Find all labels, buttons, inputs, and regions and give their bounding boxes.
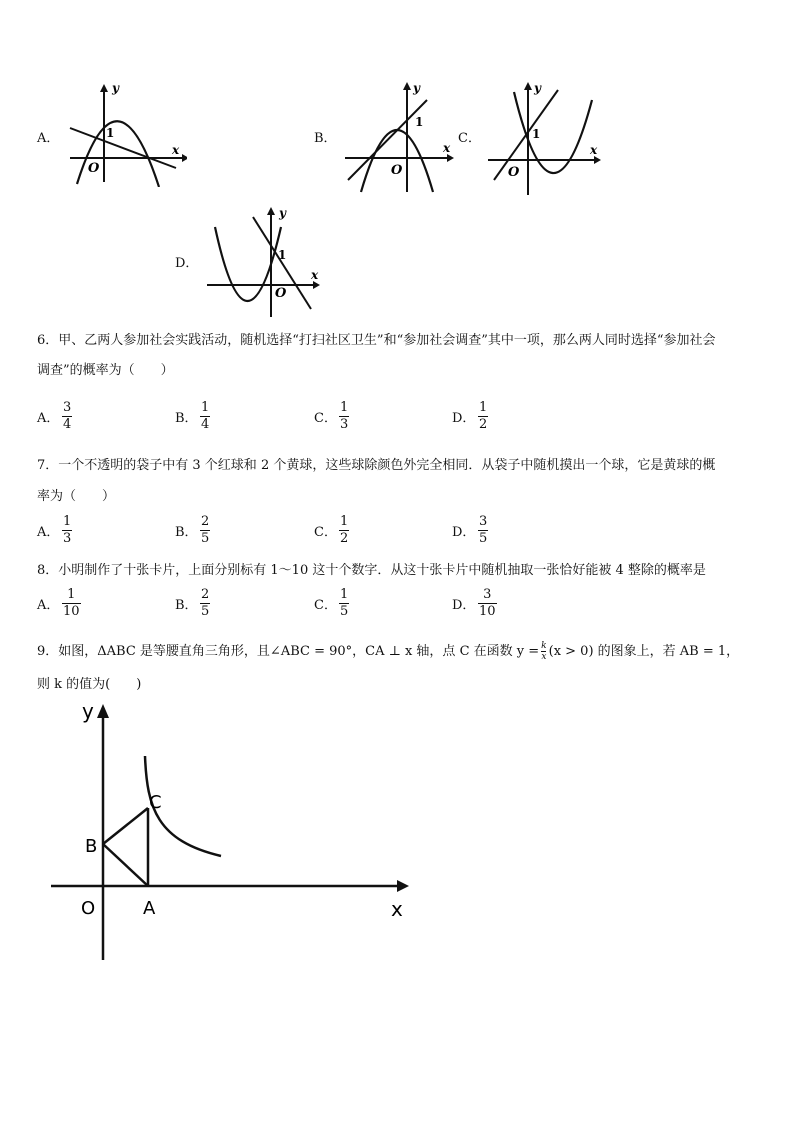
graph-option-a [62,82,187,187]
q6-option-d-fraction: $\frac{1}{2}$ [479,400,488,432]
axis-y-label: y [112,82,119,95]
point-c-label: C [149,792,162,813]
axis-x-label: x [391,897,403,921]
q8-option-c-fraction: $\frac{1}{5}$ [340,587,349,619]
q7-text-line1: 7．一个不透明的袋子中有 3 个红球和 2 个黄球，这些球除颜色外完全相同．从袋子中随机摸出一个球，它是黄球的概 [37,458,716,473]
intercept-label: 1 [278,248,287,262]
option-c-label: C． [458,131,481,146]
q8-option-c-label: C． [314,598,337,613]
point-a-label: A [143,898,156,919]
axis-y-label: y [82,699,94,723]
intercept-label: 1 [415,115,424,129]
q6-option-d-label: D． [452,411,476,426]
q6-option-c-label: C． [314,411,337,426]
axis-y-label: y [413,81,420,95]
option-b-label: B． [314,131,337,146]
intercept-label: 1 [532,127,541,141]
q7-text-line2: 率为（ ） [37,489,116,504]
point-b-label: B [85,836,98,857]
axis-x-label: x [172,143,180,157]
q8-text-line1: 8．小明制作了十张卡片，上面分别标有 1～10 这十个数字．从这十张卡片中随机抽取一张恰好能被 4 整除的概率是 [37,563,706,578]
q7-option-a-fraction: $\frac{1}{3}$ [63,514,72,546]
graph-option-c [486,80,606,198]
q6-option-b-fraction: $\frac{1}{4}$ [201,400,210,432]
q8-option-d-label: D． [452,598,476,613]
segment-bc [103,808,148,844]
q6-option-c-fraction: $\frac{1}{3}$ [340,400,349,432]
q7-option-d-fraction: $\frac{3}{5}$ [479,514,488,546]
origin-label: O [275,286,287,301]
q7-option-a-label: A． [37,525,60,540]
axis-y-label: y [279,206,286,220]
q6-text-line1: 6．甲、乙两人参加社会实践活动，随机选择“打扫社区卫生”和“参加社会调查”其中一项，那么两人同时选择“参加社会 [37,333,716,348]
q6-option-a-label: A． [37,411,60,426]
q6-option-a-fraction: $\frac{3}{4}$ [63,400,72,432]
q8-option-a-fraction: $\frac{1}{10}$ [63,587,80,619]
q8-option-b-label: B． [175,598,198,613]
segment-ba [103,844,148,886]
axis-y-label: y [534,81,541,95]
q7-option-c-label: C． [314,525,337,540]
q7-option-b-label: B． [175,525,198,540]
q9-text-line1 [37,641,739,662]
q9-k-over-x-fraction: $\frac{k}{x}$ [541,641,547,662]
q7-option-d-label: D． [452,525,476,540]
q6-text-line2: 调查”的概率为（ ） [37,363,174,378]
q6-option-b-label: B． [175,411,198,426]
q7-option-b-fraction: $\frac{2}{5}$ [201,514,210,546]
axis-x-label: x [443,141,451,155]
intercept-label: 1 [106,126,115,140]
q9-text-part1: 9．如图，ΔABC 是等腰直角三角形，且∠ABC = 90°，CA ⊥ x 轴，点 C 在函数 y = [37,643,540,659]
graph-option-b [343,80,458,195]
option-a-label: A． [37,131,60,146]
graph-option-d [205,205,325,320]
q8-option-a-label: A． [37,598,60,613]
q7-option-c-fraction: $\frac{1}{2}$ [340,514,349,546]
q9-figure [45,698,420,966]
q9-text-line2: 则 k 的值为( ) [37,677,142,692]
axis-x-label: x [311,268,319,282]
origin-label: O [391,163,403,178]
origin-label: O [81,898,96,919]
q8-option-b-fraction: $\frac{2}{5}$ [201,587,210,619]
origin-label: O [88,161,100,176]
q9-text-part2: (x > 0) 的图象上，若 AB = 1， [548,643,740,659]
axis-x-label: x [590,143,598,157]
q8-option-d-fraction: $\frac{3}{10}$ [479,587,496,619]
origin-label: O [508,165,520,180]
option-d-label: D． [175,256,199,271]
